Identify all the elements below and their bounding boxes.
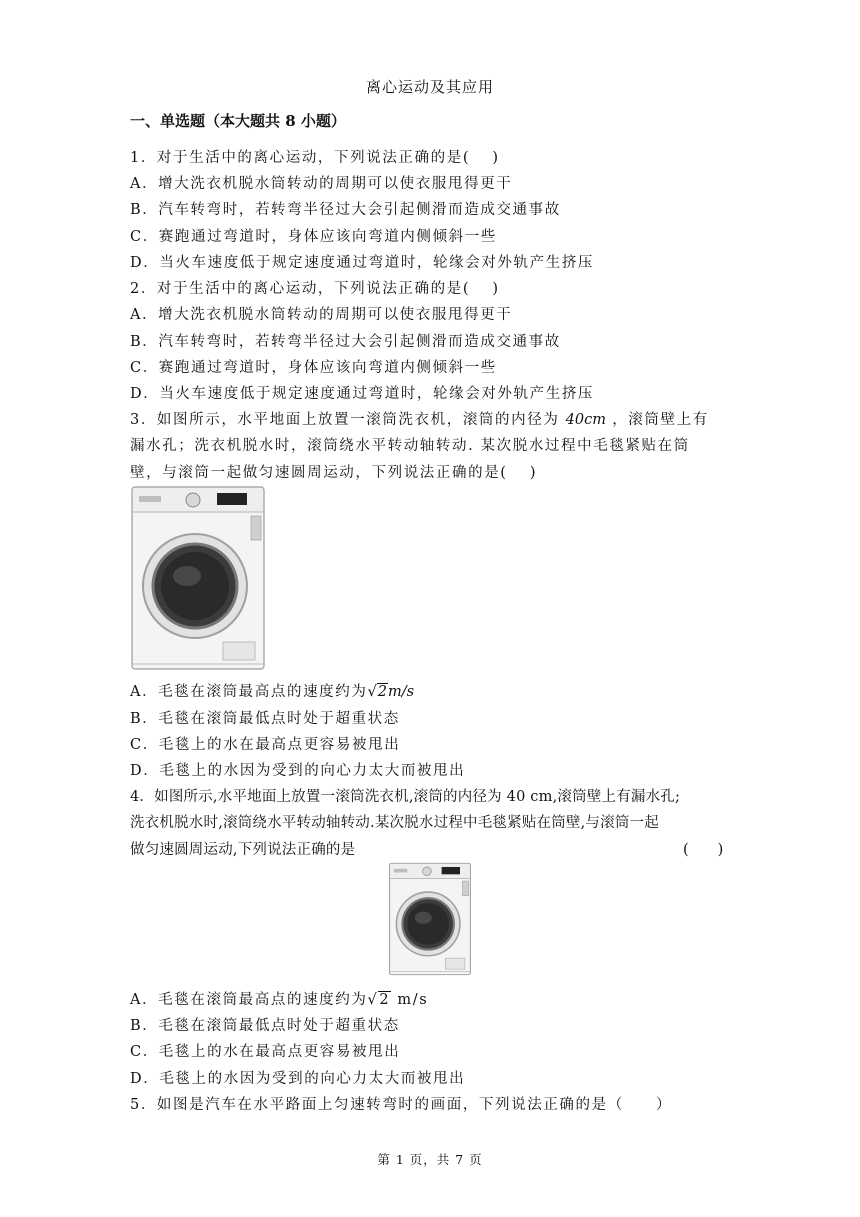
page-footer: 第 1 页，共 7 页 [377,1152,483,1167]
question-3-line-3: 壁，与滚筒一起做匀速圆周运动，下列说法正确的是( ) [130,465,538,481]
question-4-option-b: B．毛毯在滚筒最低点时处于超重状态 [130,1018,400,1034]
question-4-line-2: 洗衣机脱水时,滚筒绕水平转动轴转动.某次脱水过程中毛毯紧贴在筒壁,与滚筒一起 [130,815,659,831]
question-3-line-1-text-b: ，滚筒壁上有 [612,412,709,428]
section-heading: 一、单选题（本大题共 8 小题） [130,112,346,130]
question-3-line-2: 漏水孔；洗衣机脱水时，滚筒绕水平转动轴转动. 某次脱水过程中毛毯紧贴在筒 [130,438,690,454]
question-3-option-a [130,680,414,701]
page-title: 离心运动及其应用 [365,78,494,96]
question-4-option-d: D．毛毯上的水因为受到的向心力太大而被甩出 [130,1071,466,1087]
question-1-option-c: C．赛跑通过弯道时，身体应该向弯道内侧倾斜一些 [130,229,497,245]
question-4-option-a-text: A．毛毯在滚筒最高点的速度约为 [130,992,368,1008]
question-3-line-1-text-a: 3．如图所示，水平地面上放置一滚筒洗衣机，滚筒的内径为 [130,412,560,428]
question-1-option-d: D．当火车速度低于规定速度通过弯道时，轮缘会对外轨产生挤压 [130,255,595,271]
question-2-option-c: C．赛跑通过弯道时，身体应该向弯道内侧倾斜一些 [130,360,497,376]
sqrt-symbol: √2 [367,684,387,700]
question-2-option-d: D．当火车速度低于规定速度通过弯道时，轮缘会对外轨产生挤压 [130,386,595,402]
question-4-option-a-unit: m/s [391,992,429,1008]
sqrt-radicand: 2 [377,684,387,700]
question-3-option-a-text: A．毛毯在滚筒最高点的速度约为 [130,684,368,700]
sqrt-symbol: √2 [367,992,391,1008]
question-1-option-b: B．汽车转弯时，若转弯半径过大会引起侧滑而造成交通事故 [130,202,561,218]
question-3-line-1 [130,408,709,429]
washing-machine-figure-small [389,862,471,976]
question-3-option-d: D．毛毯上的水因为受到的向心力太大而被甩出 [130,763,466,779]
question-5-stem: 5．如图是汽车在水平路面上匀速转弯时的画面，下列说法正确的是（ ） [130,1097,673,1113]
question-4-answer-paren: ( ) [683,842,724,858]
washing-machine-figure-large [131,486,265,670]
question-3-diameter-math: 40cm [565,412,606,428]
question-1-option-a: A．增大洗衣机脱水筒转动的周期可以使衣服甩得更干 [130,176,513,192]
question-1-stem: 1．对于生活中的离心运动，下列说法正确的是( ) [130,150,500,166]
question-2-option-b: B．汽车转弯时，若转弯半径过大会引起侧滑而造成交通事故 [130,334,561,350]
question-4-option-a [130,988,428,1009]
question-4-option-c: C．毛毯上的水在最高点更容易被甩出 [130,1044,401,1060]
question-3-option-b: B．毛毯在滚筒最低点时处于超重状态 [130,711,400,727]
sqrt-radicand: 2 [379,992,391,1008]
question-3-option-c: C．毛毯上的水在最高点更容易被甩出 [130,737,401,753]
question-2-option-a: A．增大洗衣机脱水筒转动的周期可以使衣服甩得更干 [130,307,513,323]
question-4-line-3: 做匀速圆周运动,下列说法正确的是 [130,842,356,858]
question-4-line-1: 4．如图所示,水平地面上放置一滚筒洗衣机,滚筒的内径为 40 cm,滚筒壁上有漏水孔; [130,789,681,805]
question-2-stem: 2．对于生活中的离心运动，下列说法正确的是( ) [130,281,500,297]
question-3-option-a-unit: m/s [387,684,415,700]
